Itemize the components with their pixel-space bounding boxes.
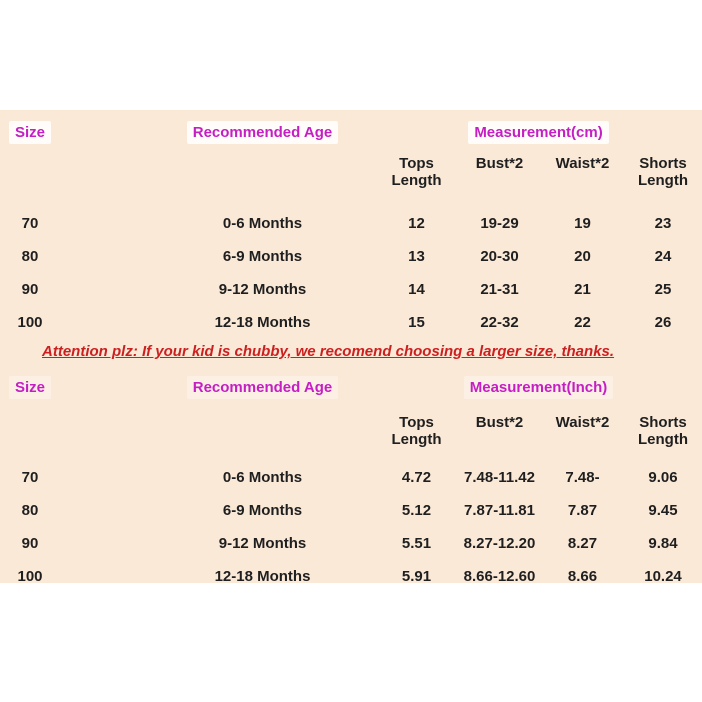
value-cell: 10.24	[644, 568, 682, 585]
col-header-tops-length: Tops Length	[391, 155, 442, 189]
size-cell: 80	[21, 502, 39, 519]
size-column-header	[0, 110, 60, 155]
size-cell: 80	[21, 248, 39, 265]
col-header-shorts-length: Shorts Length	[638, 155, 688, 189]
value-cell: 22-32	[480, 314, 519, 331]
age-cell: 0-6 Months	[222, 215, 303, 232]
table-subheader-row	[0, 155, 702, 207]
table-subheader-row	[0, 410, 702, 461]
col-header-tops-length: Tops Length	[391, 414, 442, 448]
value-cell: 7.48-	[565, 469, 600, 486]
size-column-label: Size	[9, 121, 51, 144]
attention-note: Attention plz: If your kid is chubby, we recomend choosing a larger size, thanks.	[42, 343, 615, 360]
empty-cell	[0, 410, 60, 461]
age-column-header	[60, 365, 375, 410]
size-chart-panel	[0, 110, 702, 583]
value-cell: 7.87	[567, 502, 598, 519]
table-row	[0, 494, 702, 527]
value-cell: 7.48-11.42	[464, 469, 535, 486]
value-cell: 5.12	[401, 502, 432, 519]
value-cell: 20-30	[480, 248, 519, 265]
value-cell: 15	[408, 314, 425, 331]
value-cell: 5.51	[401, 535, 432, 552]
measurement-group-header	[375, 365, 702, 410]
value-cell: 22	[574, 314, 591, 331]
age-column-header	[60, 110, 375, 155]
value-cell: 8.27-12.20	[463, 535, 536, 552]
value-cell: 26	[654, 314, 672, 331]
value-cell: 23	[654, 215, 672, 232]
empty-cell	[0, 155, 60, 207]
size-column-header	[0, 365, 60, 410]
value-cell: 19	[574, 215, 591, 232]
col-header-bust: Bust*2	[475, 155, 524, 172]
empty-cell	[60, 410, 375, 461]
size-cell: 100	[17, 568, 43, 585]
col-header-shorts-length: Shorts Length	[638, 414, 689, 448]
measurement-group-header	[375, 110, 702, 155]
table-header-row	[0, 365, 702, 410]
value-cell: 8.66	[567, 568, 598, 585]
value-cell: 4.72	[401, 469, 432, 486]
value-cell: 9.45	[648, 502, 678, 519]
size-cell: 70	[21, 215, 39, 232]
size-column-label: Size	[9, 376, 51, 399]
size-cell: 70	[21, 469, 39, 486]
table-header-row	[0, 110, 702, 155]
age-cell: 12-18 Months	[214, 568, 311, 585]
col-header-bust: Bust*2	[475, 414, 524, 431]
measurement-group-label: Measurement(cm)	[468, 121, 608, 144]
value-cell: 9.06	[648, 469, 678, 486]
size-table-cm	[0, 110, 702, 339]
value-cell: 19-29	[480, 215, 519, 232]
table-row	[0, 461, 702, 494]
value-cell: 7.87-11.81	[464, 502, 535, 519]
age-cell: 12-18 Months	[214, 314, 311, 331]
table-row	[0, 273, 702, 306]
col-header-waist: Waist*2	[555, 155, 610, 172]
value-cell: 20	[574, 248, 591, 265]
empty-cell	[60, 155, 375, 207]
value-cell: 13	[408, 248, 425, 265]
value-cell: 12	[408, 215, 425, 232]
value-cell: 14	[408, 281, 425, 298]
col-header-waist: Waist*2	[555, 414, 610, 431]
table-row	[0, 207, 702, 240]
age-cell: 9-12 Months	[218, 535, 307, 552]
age-column-label: Recommended Age	[187, 121, 338, 144]
age-cell: 0-6 Months	[222, 469, 303, 486]
value-cell: 8.66-12.60	[463, 568, 536, 585]
size-cell: 100	[17, 314, 43, 331]
value-cell: 21	[574, 281, 591, 298]
size-cell: 90	[21, 535, 39, 552]
table-row	[0, 560, 702, 593]
value-cell: 9.84	[648, 535, 678, 552]
value-cell: 25	[654, 281, 672, 298]
value-cell: 21-31	[480, 281, 519, 298]
age-cell: 6-9 Months	[222, 502, 303, 519]
size-table-inch	[0, 365, 702, 593]
table-row	[0, 240, 702, 273]
age-column-label: Recommended Age	[187, 376, 338, 399]
table-row	[0, 527, 702, 560]
value-cell: 8.27	[567, 535, 598, 552]
value-cell: 5.91	[401, 568, 432, 585]
size-cell: 90	[21, 281, 39, 298]
age-cell: 6-9 Months	[222, 248, 303, 265]
table-row	[0, 306, 702, 339]
age-cell: 9-12 Months	[218, 281, 307, 298]
measurement-group-label: Measurement(Inch)	[464, 376, 614, 399]
value-cell: 24	[654, 248, 672, 265]
